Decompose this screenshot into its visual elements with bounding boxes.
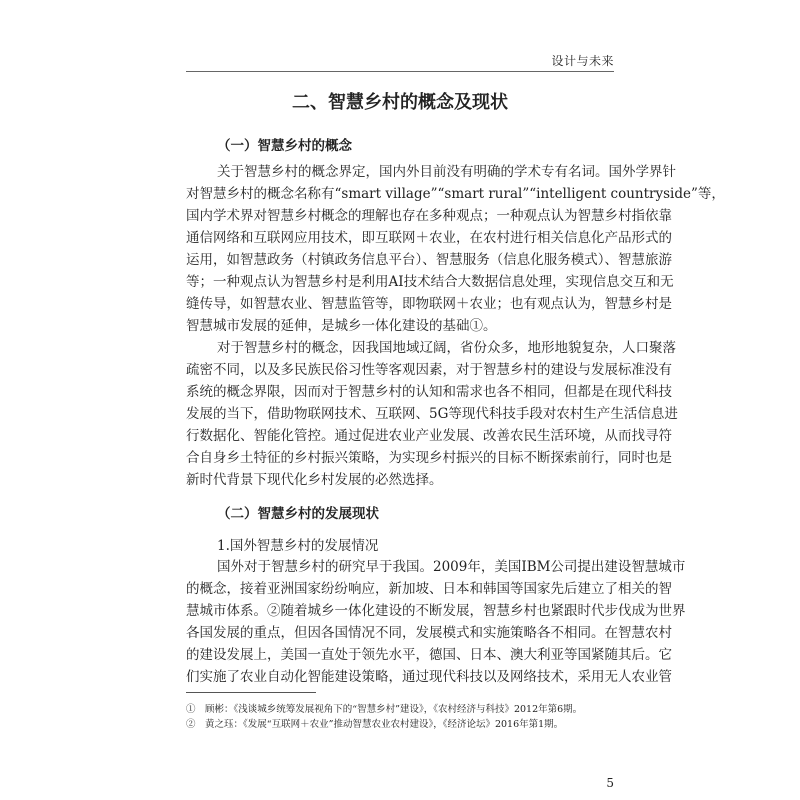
text-line: 发展的当下，借助物联网技术、互联网、5G等现代科技手段对农村生产生活信息进 <box>186 406 678 422</box>
text-line: 系统的概念界限，因而对于智慧乡村的认知和需求也各不相同，但都是在现代科技 <box>186 384 672 400</box>
footnote-2: ② 黄之珏：《发展“互联网＋农业”推动智慧农业农村建设》，《经济论坛》2016年第1期。 <box>186 719 564 730</box>
paragraph-foreign-development <box>186 556 686 688</box>
page-number: 5 <box>606 776 614 790</box>
footnote-1: ① 顾彬：《浅谈城乡统筹发展视角下的“智慧乡村”建设》，《农村经济与科技》2012年第6期。 <box>186 704 583 715</box>
text-line: 国外对于智慧乡村的研究早于我国。2009年，美国IBM公司提出建设智慧城市 <box>217 559 686 575</box>
subsection-heading-concept: （一）智慧乡村的概念 <box>217 138 352 154</box>
text-line: 通信网络和互联网应用技术，即互联网＋农业，在农村进行相关信息化产品形式的 <box>186 230 672 246</box>
text-line: 关于智慧乡村的概念界定，国内外目前没有明确的学术专有名词。国外学界针 <box>217 164 676 180</box>
paragraph-concept-china <box>186 337 678 491</box>
text-line: 疏密不同，以及多民族民俗习性等客观因素，对于智慧乡村的建设与发展标准没有 <box>186 362 672 378</box>
text-line: 们实施了农业自动化智能建设策略，通过现代科技以及网络技术，采用无人农业管 <box>186 669 672 685</box>
header-rule <box>186 71 614 72</box>
text-line: 慧城市体系。②随着城乡一体化建设的不断发展，智慧乡村也紧跟时代步伐成为世界 <box>186 603 686 619</box>
running-header: 设计与未来 <box>551 54 614 68</box>
text-line: 对于智慧乡村的概念，因我国地域辽阔，省份众多，地形地貌复杂，人口聚落 <box>217 340 676 356</box>
text-line: 的概念，接着亚洲国家纷纷响应，新加坡、日本和韩国等国家先后建立了相关的智 <box>186 581 672 597</box>
text-line: 行数据化、智能化管控。通过促进农业产业发展、改善农民生活环境，从而找寻符 <box>186 428 672 444</box>
text-line: 对智慧乡村的概念名称有“smart village”“smart rural”“intelligent countryside”等， <box>186 186 725 202</box>
subsubsection-heading-foreign: 1.国外智慧乡村的发展情况 <box>217 538 379 554</box>
text-line: 智慧城市发展的延伸，是城乡一体化建设的基础①。 <box>186 318 497 334</box>
text-line: 新时代背景下现代化乡村发展的必然选择。 <box>186 472 443 488</box>
text-line: 运用，如智慧政务（村镇政务信息平台）、智慧服务（信息化服务模式）、智慧旅游 <box>186 252 672 268</box>
footnotes <box>186 702 614 732</box>
section-title: 二、智慧乡村的概念及现状 <box>292 92 508 113</box>
text-line: 国内学术界对智慧乡村概念的理解也存在多种观点；一种观点认为智慧乡村指依靠 <box>186 208 672 224</box>
text-line: 等；一种观点认为智慧乡村是利用AI技术结合大数据信息处理，实现信息交互和无 <box>186 274 674 290</box>
paragraph-concept-definition <box>186 161 725 337</box>
footnote-rule <box>186 692 316 693</box>
subsection-heading-status: （二）智慧乡村的发展现状 <box>217 506 379 522</box>
text-line: 的建设发展上，美国一直处于领先水平，德国、日本、澳大利亚等国紧随其后。它 <box>186 647 672 663</box>
text-line: 各国发展的重点，但因各国情况不同，发展模式和实施策略各不相同。在智慧农村 <box>186 625 672 641</box>
text-line: 缝传导，如智慧农业、智慧监管等，即物联网＋农业；也有观点认为，智慧乡村是 <box>186 296 672 312</box>
text-line: 合自身乡土特征的乡村振兴策略，为实现乡村振兴的目标不断探索前行，同时也是 <box>186 450 672 466</box>
